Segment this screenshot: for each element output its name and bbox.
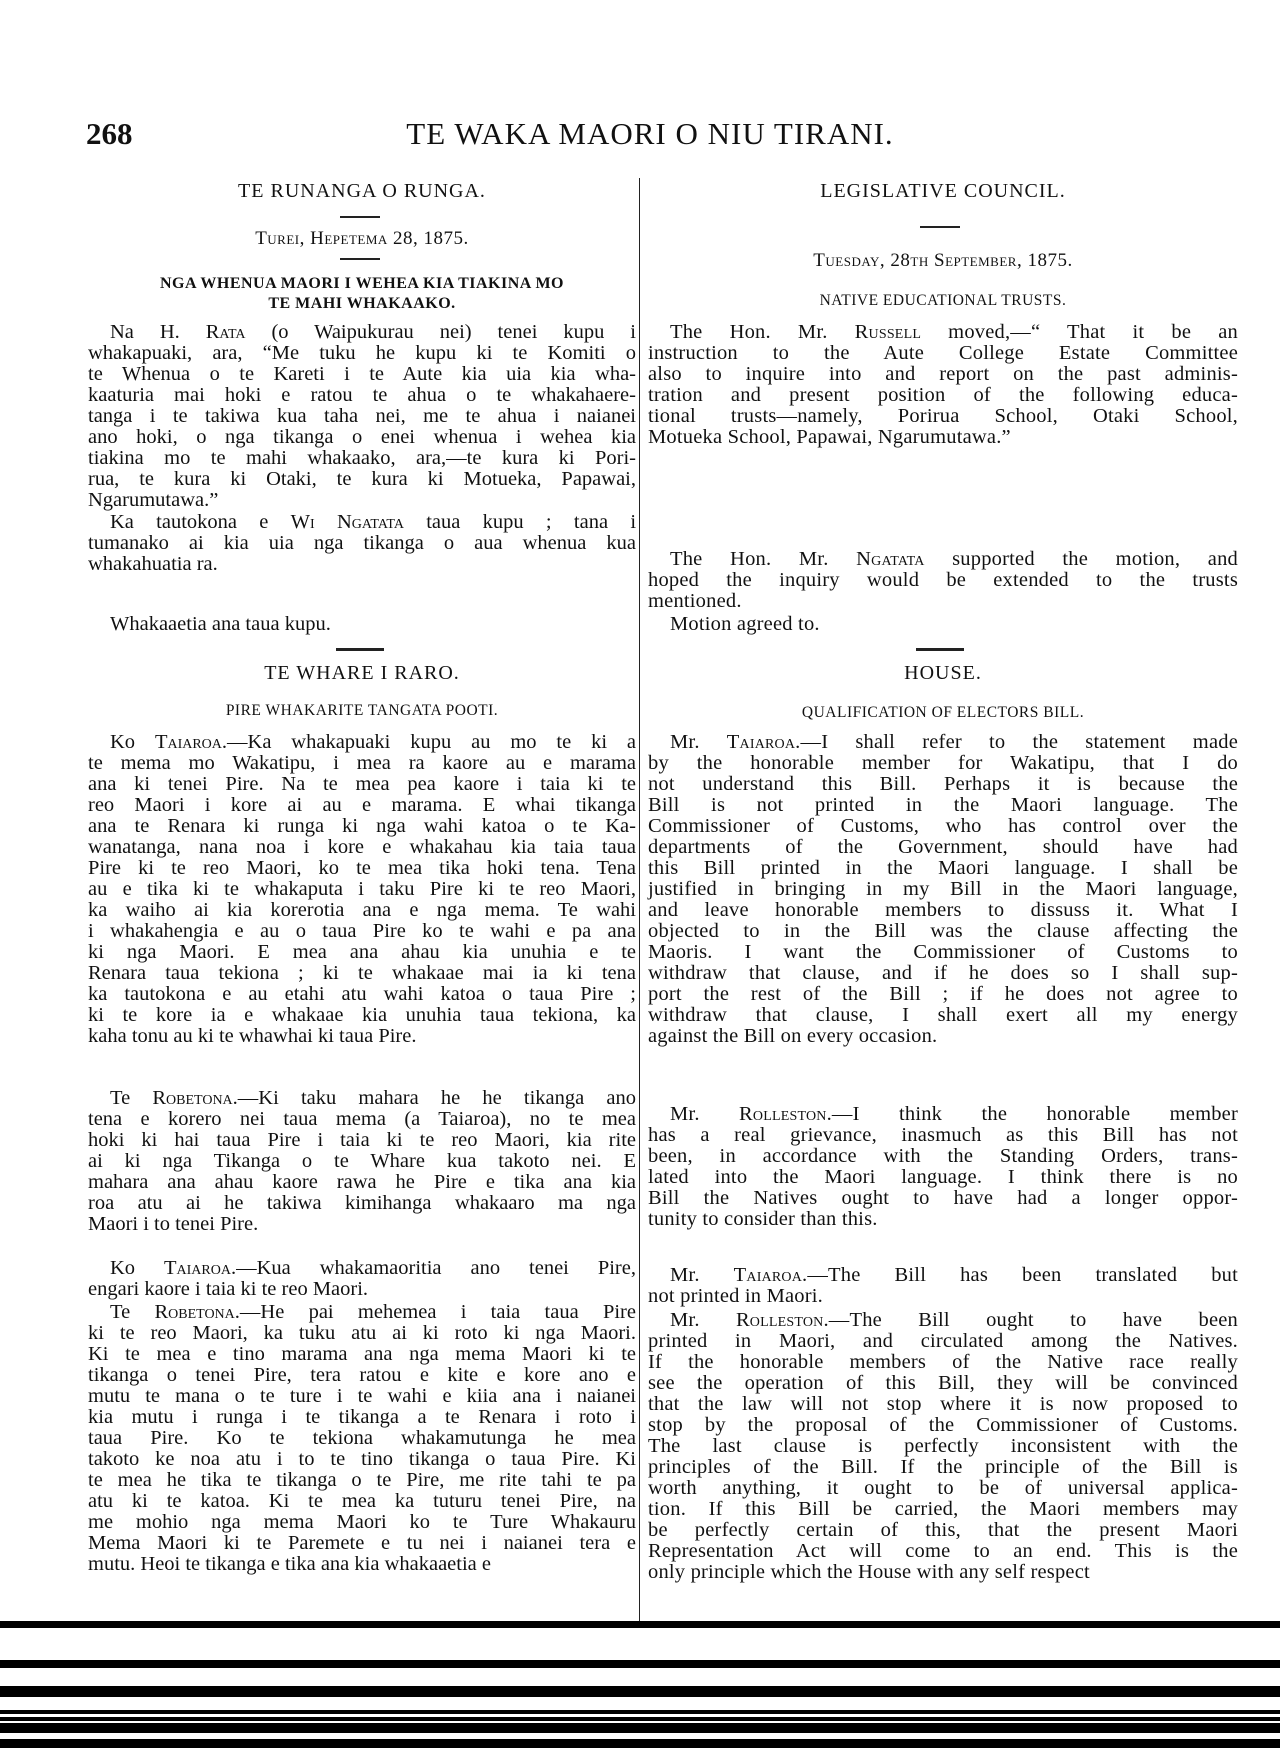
left-subheading-line: NGA WHENUA MAORI I WEHEA KIA TIAKINA MO [159,275,564,292]
text-line: atu ki te katoa. Ki te mea ka tuturu tenei Pire, na [88,1490,636,1512]
paragraph [648,549,1238,612]
text-line: mutu te mana o te ture i te wahi e kiia ana i naianei [88,1385,636,1407]
text-segment: Mr. [670,1103,740,1125]
text-segment: .—I shall refer to the statement made [795,731,1238,753]
paragraph [648,322,1238,448]
text-line: Motion agreed to. [670,613,820,635]
text-line: i whakahengia e au o taua Pire ko te wahi e pa ana [88,920,636,942]
text-line: Renara taua tekiona ; ki te whakaae mai ia ki tena [88,962,636,984]
text-line: te Whenua o te Kareti i te Aute kia uia kia wha- [88,363,636,385]
text-line: Maoris. I want the Commissioner of Customs to [648,941,1238,963]
text-segment: .—Ki taku mahara he he tikanga ano [232,1087,636,1109]
right-heading: LEGISLATIVE COUNCIL. [820,180,1066,202]
text-segment: taua kupu ; tana i [403,511,637,533]
text-line: departments of the Government, should have had [648,836,1238,858]
text-line: Mema Maori ki te Paremete e tu nei i naianei tera e [88,1532,636,1554]
text-segment: Mr. [670,1264,734,1286]
text-segment: The Hon. Mr. [670,548,857,570]
right-date: Tuesday, 28th September, 1875. [813,250,1073,271]
text-line: principles of the Bill. If the principle of the Bill is [648,1456,1238,1478]
text-line [88,512,636,533]
text-line: wanatanga, nana noa i kore e whakahau kia taia taua [88,836,636,858]
text-line: Whakaaetia ana taua kupu. [110,613,331,635]
scan-bar [0,1710,1280,1714]
text-segment: Ka tautokona e [110,511,291,533]
left-date: Turei, Hepetema 28, 1875. [255,228,469,249]
paragraph [648,614,1238,635]
rule [340,216,380,218]
speaker-name: Wi Ngatata [290,511,404,533]
debate-paragraph [88,1258,636,1300]
text-segment: Ko [110,1257,165,1279]
text-line: hoki ki hai taua Pire i taia ki te reo Maori, kia rite [88,1129,636,1151]
speaker-name: Rolleston [739,1103,827,1125]
text-line: ki te kore ia e whakaae kia unuhia taua tekiona, ka [88,1004,636,1026]
text-line: justified in bringing in my Bill in the Maori language, [648,878,1238,900]
text-line: tion. If this Bill be carried, the Maori members may [648,1498,1238,1520]
text-line: that the law will not stop where it is now proposed to [648,1393,1238,1415]
speaker-name: Taiaroa [164,1257,231,1279]
rule [336,648,384,651]
text-line: The last clause is perfectly inconsistent with the [648,1435,1238,1457]
debate-paragraph [88,732,636,1047]
text-line: Motueka School, Papawai, Ngarumutawa.” [648,426,1011,448]
speaker-name: Rata [205,321,246,343]
text-line: engari kaore i taia ki te reo Maori. [88,1278,369,1300]
text-segment: moved,—“ That it be an [921,321,1238,343]
speaker-name: Taiaroa [733,1264,803,1286]
debate-paragraph [648,732,1238,1047]
left-subheading-2: PIRE WHAKARITE TANGATA POOTI. [225,702,499,719]
right-heading-2: HOUSE. [904,662,982,684]
text-line: roa atu ai he takiwa kimihanga whakaaro ma nga [88,1192,636,1214]
text-line: tional trusts—namely, Porirua School, Otaki School, [648,405,1238,427]
text-line: ano hoki, o nga tikanga o enei whenua i wehea kia [88,426,636,448]
text-segment: .—The Bill has been translated but [802,1264,1238,1286]
text-line: printed in Maori, and circulated among the Natives. [648,1330,1238,1352]
newspaper-title: TE WAKA MAORI O NIU TIRANI. [406,116,894,151]
text-segment: Na H. [110,321,206,343]
scan-bar [0,1686,1280,1697]
text-line: whakapuaki, ara, “Me tuku he kupu ki te Komiti o [88,342,636,364]
text-line: only principle which the House with any self respect [648,1561,1090,1583]
scan-bar [0,1621,1280,1628]
text-line: If the honorable members of the Native race really [648,1351,1238,1373]
rule [920,226,960,228]
text-line: not printed in Maori. [648,1285,824,1307]
text-line: withdraw that clause, and if he does so I shall sup- [648,962,1238,984]
text-line: mentioned. [648,590,742,612]
text-line: ai ki nga Tikanga o te Whare kua takoto nei. E [88,1150,636,1172]
column-divider [639,178,640,1626]
speaker-name: Taiaroa [154,731,222,753]
scan-bar [0,1723,1280,1733]
text-line [648,549,1238,570]
text-line: Representation Act will come to an end. This is the [648,1540,1238,1562]
text-line: Maori i to tenei Pire. [88,1213,259,1235]
text-line [648,1265,1238,1286]
text-line: worth anything, it ought to be of universal applica- [648,1477,1238,1499]
text-line [648,1310,1238,1331]
text-line [88,732,636,753]
text-line: port the rest of the Bill ; if he does not agree to [648,983,1238,1005]
text-line [88,1302,636,1323]
text-line: Ki te mea e tino marama ana nga mema Maori ki te [88,1343,636,1365]
paragraph [88,614,636,635]
text-line: and leave honorable members to dissuss it. What I [648,899,1238,921]
text-line: tumanako ai kia uia nga tikanga o aua whenua kua [88,532,636,554]
text-line: rua, te kura ki Otaki, te kura ki Motueka, Papawai, [88,468,636,490]
text-line: been, in accordance with the Standing Orders, trans- [648,1145,1238,1167]
text-line: ki nga Maori. E mea ana ahau kia unuhia e te [88,941,636,963]
text-segment: Mr. [670,1309,736,1331]
text-line: tena e korero nei taua mema (a Taiaroa), no te mea [88,1108,636,1130]
text-line: Commissioner of Customs, who has control over the [648,815,1238,837]
rule [916,648,964,651]
text-line [88,1088,636,1109]
speaker-name: Russell [854,321,922,343]
text-line: mutu. Heoi te tikanga e tika ana kia whakaaetia e [88,1553,491,1575]
text-line: ki te reo Maori, ka tuku atu ai ki roto ki nga Maori. [88,1322,636,1344]
speaker-name: Robetona [154,1301,235,1323]
text-line [88,322,636,343]
speaker-name: Rolleston [735,1309,824,1331]
text-line: stop by the proposal of the Commissioner of Customs. [648,1414,1238,1436]
text-line: Bill is not printed in the Maori language. The [648,794,1238,816]
text-line: not understand this Bill. Perhaps it is because the [648,773,1238,795]
text-line: lated into the Maori language. I think there is no [648,1166,1238,1188]
text-line: has a real grievance, inasmuch as this Bill has not [648,1124,1238,1146]
text-line: tunity to consider than this. [648,1208,878,1230]
paragraph [88,322,636,511]
scan-bar [0,1717,1280,1721]
text-line: te mea he tika te tikanga o te Pire, me rite tahi te pa [88,1469,636,1491]
text-segment: Te [110,1087,153,1109]
paragraph [88,512,636,575]
scan-bar [0,1660,1280,1668]
text-segment: Te [110,1301,155,1323]
text-line: reo Maori i kore ai au e marama. E whai tikanga [88,794,636,816]
text-line: whakahuatia ra. [88,553,218,575]
text-line: tikanga o tenei Pire, tera ratou e kite e kore ano e [88,1364,636,1386]
text-line: see the operation of this Bill, they will be convinced [648,1372,1238,1394]
text-segment: The Hon. Mr. [670,321,855,343]
text-line: Bill the Natives ought to have had a longer oppor- [648,1187,1238,1209]
left-subheading [88,274,636,314]
text-segment: .—Ka whakapuaki kupu au mo te ki a [221,731,636,753]
text-line: also to inquire into and report on the past adminis- [648,363,1238,385]
text-segment: (o Waipukurau nei) tenei kupu i [245,321,636,343]
text-segment: .—I think the honorable member [826,1103,1238,1125]
debate-paragraph [648,1265,1238,1307]
speaker-name: Robetona [152,1087,233,1109]
text-line: hoped the inquiry would be extended to the trusts [648,569,1238,591]
text-line [648,322,1238,343]
text-line: me mohio nga mema Maori ko te Ture Whakauru [88,1511,636,1533]
text-line: takoto ke noa atu i to te tino tikanga o taua Pire. Ki [88,1448,636,1470]
text-line: against the Bill on every occasion. [648,1025,938,1047]
text-line: Ngarumutawa.” [88,489,219,511]
text-line: kia mutu i runga i te tikanga a te Renara i roto i [88,1406,636,1428]
rule [340,258,380,260]
debate-paragraph [88,1088,636,1235]
text-line: tration and present position of the following educa- [648,384,1238,406]
text-segment: .—Kua whakamaoritia ano tenei Pire, [230,1257,636,1279]
text-line: ka waiho ai kia korerotia ana e nga mema. Te wahi [88,899,636,921]
text-line: Pire ki te reo Maori, ko te mea tika hoki tena. Tena [88,857,636,879]
right-subheading: NATIVE EDUCATIONAL TRUSTS. [819,292,1067,309]
speaker-name: Ngatata [856,548,925,570]
text-line: kaaturia mai hoki e ratou te ahua o te whakahaere- [88,384,636,406]
left-heading-2: TE WHARE I RARO. [264,662,460,684]
text-line [648,732,1238,753]
text-segment: Ko [110,731,155,753]
left-subheading-line: TE MAHI WHAKAAKO. [268,295,456,312]
right-subheading-2: QUALIFICATION OF ELECTORS BILL. [801,704,1085,721]
text-line: this Bill printed in the Maori language. I shall be [648,857,1238,879]
debate-paragraph [88,1302,636,1575]
text-line: te mema mo Wakatipu, i mea ra kaore au e marama [88,752,636,774]
text-line: ka tautokona e au etahi atu wahi katoa o taua Pire ; [88,983,636,1005]
text-line: instruction to the Aute College Estate Committee [648,342,1238,364]
text-segment: .—The Bill ought to have been [823,1309,1238,1331]
debate-paragraph [648,1310,1238,1583]
text-segment: supported the motion, and [924,548,1238,570]
text-line [648,1104,1238,1125]
text-line: by the honorable member for Wakatipu, that I do [648,752,1238,774]
text-line: au e tika ki te whakaputa i taku Pire ki te reo Maori, [88,878,636,900]
page-number: 268 [86,116,133,151]
left-heading: TE RUNANGA O RUNGA. [238,180,486,202]
scan-bar [0,1739,1280,1748]
text-line: ana te Renara ki runga ki nga wahi katoa o te Ka- [88,815,636,837]
text-line: mahara ana ahau kaore rawa he Pire e tika ana kia [88,1171,636,1193]
text-line: taua Pire. Ko te tekiona whakamutunga he mea [88,1427,636,1449]
text-line: tanga i te takiwa kua taha nei, me te ahua i naianei [88,405,636,427]
text-line: objected to in the Bill was the clause affecting the [648,920,1238,942]
text-segment: .—He pai mehemea i taia taua Pire [234,1301,636,1323]
text-line: be perfectly certain of this, that the present Maori [648,1519,1238,1541]
text-line: kaha tonu au ki te whawhai ki taua Pire. [88,1025,417,1047]
text-line [88,1258,636,1279]
text-line: tiakina mo te mahi whakaako, ara,—te kura ki Pori- [88,447,636,469]
text-line: ana ki tenei Pire. Na te mea pea kaore i taia ki te [88,773,636,795]
speaker-name: Taiaroa [726,731,796,753]
text-segment: Mr. [670,731,727,753]
debate-paragraph [648,1104,1238,1230]
text-line: withdraw that clause, I shall exert all my energy [648,1004,1238,1026]
